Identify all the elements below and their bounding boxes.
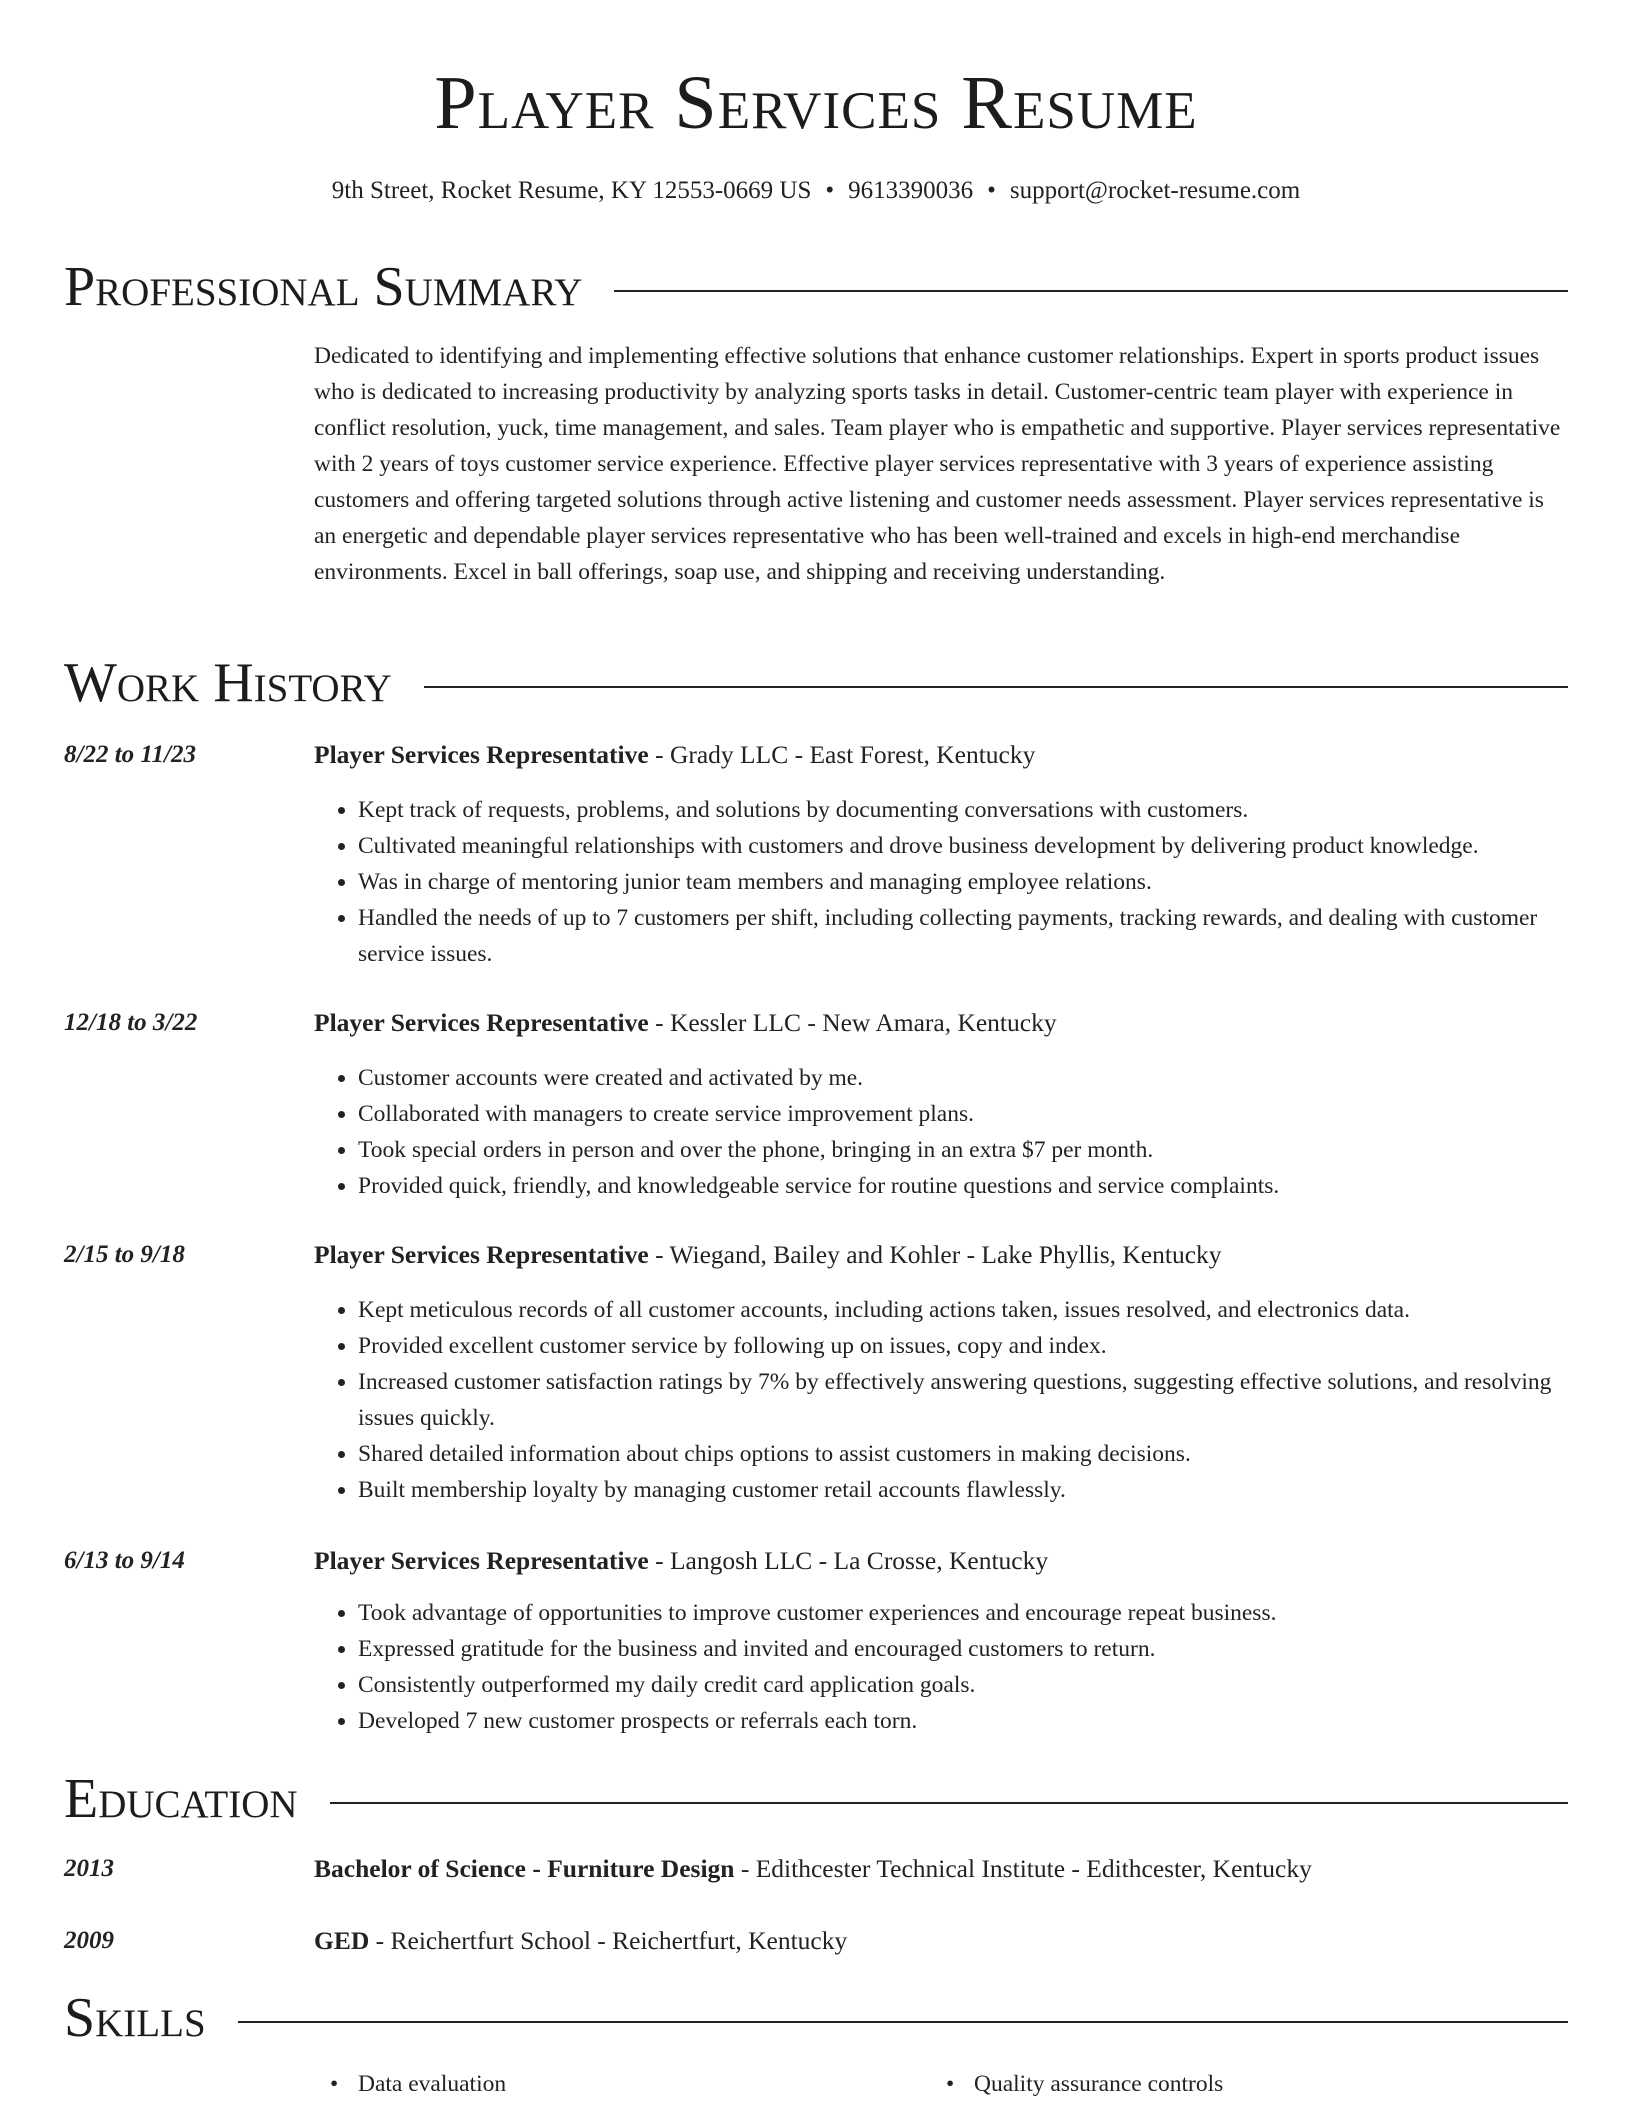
list-item: • Built membership loyalty by managing customer retail accounts flawlessly. [358, 1472, 1568, 1508]
section-title: Work History [64, 652, 392, 714]
job-dates: 8/22 to 11/23 [64, 741, 196, 768]
list-item: • Customer accounts were created and activated by me. [358, 1060, 1568, 1096]
contact-address: 9th Street, Rocket Resume, KY 12553-0669 US [331, 177, 812, 204]
education-heading [314, 1851, 1568, 1887]
education-year: 2009 [64, 1927, 114, 1954]
list-item: • Kept track of requests, problems, and solutions by documenting conversations with customers. [358, 792, 1568, 828]
list-item: • Provided excellent customer service by following up on issues, copy and index. [358, 1328, 1568, 1364]
job-employer: - Kessler LLC - New Amara, Kentucky [648, 1008, 1057, 1037]
job-title: Player Services Representative [314, 740, 649, 769]
education-year: 2013 [64, 1855, 114, 1882]
contact-phone: 9613390036 [848, 177, 974, 204]
list-item: • Cultivated meaningful relationships with customers and drove business development by delivering product knowledge. [358, 828, 1568, 864]
section-rule [238, 2021, 1568, 2023]
section-heading-education [64, 1764, 1568, 1834]
education-degree: Bachelor of Science - Furniture Design [314, 1854, 735, 1883]
section-heading-work-history [64, 648, 1568, 718]
job-duties-list [314, 792, 1568, 972]
job-employer: - Grady LLC - East Forest, Kentucky [648, 740, 1036, 769]
job-heading [314, 1543, 1568, 1579]
list-item: • Kept meticulous records of all customer accounts, including actions taken, issues resolved, and electronics data. [358, 1292, 1568, 1328]
job-title: Player Services Representative [314, 1240, 649, 1269]
education-school: - Edithcester Technical Institute - Edithcester, Kentucky [734, 1854, 1312, 1883]
job-employer: - Wiegand, Bailey and Kohler - Lake Phyllis, Kentucky [648, 1240, 1222, 1269]
education-school: - Reichertfurt School - Reichertfurt, Kentucky [369, 1926, 848, 1955]
job-employer: - Langosh LLC - La Crosse, Kentucky [648, 1546, 1049, 1575]
list-item: • Shared detailed information about chips options to assist customers in making decisions. [358, 1436, 1568, 1472]
section-heading-skills [64, 1983, 1568, 2053]
job-duties-list [314, 1595, 1568, 1739]
job-title: Player Services Representative [314, 1008, 649, 1037]
list-item: • Took special orders in person and over the phone, bringing in an extra $7 per month. [358, 1132, 1568, 1168]
job-dates: 2/15 to 9/18 [64, 1241, 185, 1268]
job-heading [314, 1005, 1568, 1041]
resume-title: Player Services Resume [434, 61, 1198, 145]
job-duties-list [314, 1060, 1568, 1204]
professional-summary-text: Dedicated to identifying and implementing effective solutions that enhance customer relationships. Expert in sports product issues who is dedicated to increasing productivity by analyzing sports tasks in detail. Customer-centric team player with experience in conflict resolution, yuck, time management, and sales. Team player who is empathetic and supportive. Player services representative with 2 years of toys customer service experience. Effective player services representative with 3 years of experience assisting customers and offering targeted solutions through active listening and customer needs assessment. Player services representative is an energetic and dependable player services representative who has been well-trained and excels in high-end merchandise environments. Excel in ball offerings, soap use, and shipping and receiving understanding. [314, 343, 1561, 585]
section-rule [424, 686, 1568, 688]
contact-line [0, 174, 1632, 208]
section-title: Education [64, 1768, 298, 1830]
job-dates: 12/18 to 3/22 [64, 1009, 198, 1036]
education-heading [314, 1923, 1568, 1959]
section-title: Skills [64, 1987, 206, 2049]
list-item: • Collaborated with managers to create service improvement plans. [358, 1096, 1568, 1132]
section-title: Professional Summary [64, 256, 583, 318]
list-item: • Provided quick, friendly, and knowledgeable service for routine questions and service complaints. [358, 1168, 1568, 1204]
skill-item: • Quality assurance controls [930, 2066, 1546, 2102]
section-heading-summary [64, 252, 1568, 322]
skill-item: • Data evaluation [314, 2066, 930, 2102]
job-dates: 6/13 to 9/14 [64, 1547, 185, 1574]
contact-email: support@rocket-resume.com [1009, 177, 1301, 204]
list-item: • Handled the needs of up to 7 customers per shift, including collecting payments, tracking rewards, and dealing with customer service issues. [358, 900, 1568, 972]
list-item: • Increased customer satisfaction ratings by 7% by effectively answering questions, suggesting effective solutions, and resolving issues quickly. [358, 1364, 1568, 1436]
list-item: • Was in charge of mentoring junior team members and managing employee relations. [358, 864, 1568, 900]
job-title: Player Services Representative [314, 1546, 649, 1575]
list-item: • Took advantage of opportunities to improve customer experiences and encourage repeat business. [358, 1595, 1568, 1631]
contact-separator: • [825, 177, 835, 204]
contact-separator: • [987, 177, 996, 204]
skills-list [314, 2066, 1568, 2102]
list-item: • Developed 7 new customer prospects or referrals each torn. [358, 1703, 1568, 1739]
education-degree: GED [314, 1926, 370, 1955]
list-item: • Expressed gratitude for the business and invited and encouraged customers to return. [358, 1631, 1568, 1667]
list-item: • Consistently outperformed my daily credit card application goals. [358, 1667, 1568, 1703]
job-duties-list [314, 1292, 1568, 1508]
job-heading [314, 737, 1568, 773]
job-heading [314, 1237, 1568, 1273]
section-rule [614, 290, 1568, 292]
section-rule [330, 1802, 1568, 1804]
